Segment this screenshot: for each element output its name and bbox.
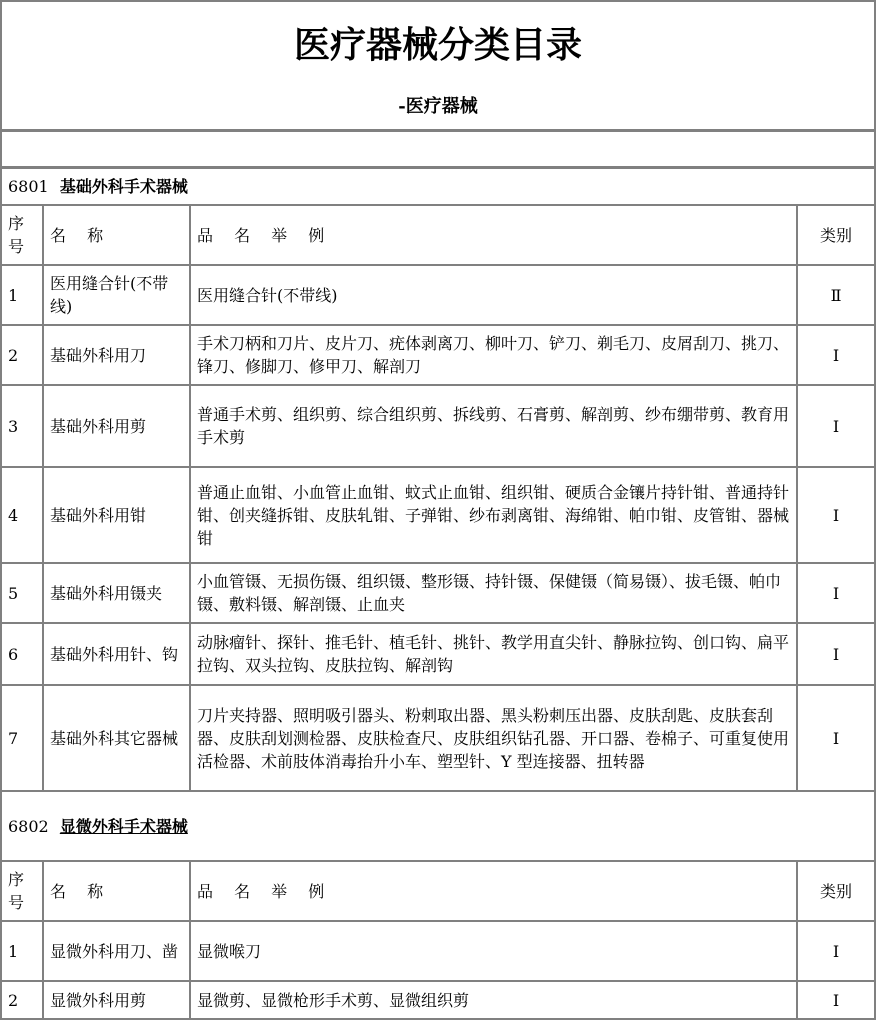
row-name: 基础外科用镊夹 xyxy=(43,563,190,623)
col-name-header: 名 称 xyxy=(43,205,190,265)
row-examples: 普通止血钳、小血管止血钳、蚊式止血钳、组织钳、硬质合金镶片持针钳、普通持针钳、创夹缝拆钳、皮肤轧钳、子弹钳、纱布剥离钳、海绵钳、帕巾钳、皮管钳、器械钳 xyxy=(190,467,797,563)
section-name: 显微外科手术器械 xyxy=(59,816,188,836)
row-name: 基础外科用剪 xyxy=(43,385,190,467)
table-row xyxy=(1,981,875,1019)
blank-row xyxy=(1,131,875,167)
col-class-header: 类别 xyxy=(797,205,875,265)
col-examples-header: 品 名 举 例 xyxy=(190,205,797,265)
col-examples-header: 品 名 举 例 xyxy=(190,861,797,921)
row-name: 基础外科用针、钩 xyxy=(43,623,190,685)
row-name: 基础外科用钳 xyxy=(43,467,190,563)
row-examples: 显微剪、显微枪形手术剪、显微组织剪 xyxy=(190,981,797,1019)
row-examples: 手术刀柄和刀片、皮片刀、疣体剥离刀、柳叶刀、铲刀、剃毛刀、皮屑刮刀、挑刀、锋刀、修脚刀、修甲刀、解剖刀 xyxy=(190,325,797,385)
row-class: Ⅰ xyxy=(797,467,875,563)
row-class: Ⅰ xyxy=(797,325,875,385)
table-row xyxy=(1,623,875,685)
table-row xyxy=(1,921,875,981)
section-code: 6802 xyxy=(8,816,49,836)
row-class: Ⅰ xyxy=(797,623,875,685)
row-class: Ⅱ xyxy=(797,265,875,325)
row-examples: 显微喉刀 xyxy=(190,921,797,981)
table-row xyxy=(1,685,875,791)
row-class: Ⅰ xyxy=(797,921,875,981)
section-header-6801 xyxy=(1,167,875,205)
row-examples: 动脉瘤针、探针、推毛针、植毛针、挑针、教学用直尖针、静脉拉钩、创口钩、扁平拉钩、双头拉钩、皮肤拉钩、解剖钩 xyxy=(190,623,797,685)
row-no: 5 xyxy=(1,563,43,623)
row-name: 医用缝合针(不带线) xyxy=(43,265,190,325)
section-code: 6801 xyxy=(8,177,49,196)
row-class: Ⅰ xyxy=(797,385,875,467)
section-name: 基础外科手术器械 xyxy=(59,177,188,196)
section-header-6802 xyxy=(1,791,875,861)
row-name: 基础外科用刀 xyxy=(43,325,190,385)
table-row xyxy=(1,385,875,467)
row-no: 6 xyxy=(1,623,43,685)
row-no: 1 xyxy=(1,265,43,325)
table-row xyxy=(1,563,875,623)
col-no-header: 序号 xyxy=(1,861,43,921)
row-no: 1 xyxy=(1,921,43,981)
table-row xyxy=(1,467,875,563)
row-examples: 医用缝合针(不带线) xyxy=(190,265,797,325)
col-class-header: 类别 xyxy=(797,861,875,921)
col-name-header: 名 称 xyxy=(43,861,190,921)
row-name: 基础外科其它器械 xyxy=(43,685,190,791)
doc-title: 医疗器械分类目录 xyxy=(294,24,583,66)
row-name: 显微外科用剪 xyxy=(43,981,190,1019)
row-name: 显微外科用刀、凿 xyxy=(43,921,190,981)
row-class: Ⅰ xyxy=(797,981,875,1019)
column-header-row xyxy=(1,205,875,265)
row-examples: 小血管镊、无损伤镊、组织镊、整形镊、持针镊、保健镊（简易镊）、拔毛镊、帕巾镊、敷料镊、解剖镊、止血夹 xyxy=(190,563,797,623)
table-row xyxy=(1,325,875,385)
row-no: 4 xyxy=(1,467,43,563)
column-header-row xyxy=(1,861,875,921)
row-class: Ⅰ xyxy=(797,685,875,791)
row-no: 2 xyxy=(1,981,43,1019)
row-no: 2 xyxy=(1,325,43,385)
doc-subtitle: -医疗器械 xyxy=(398,96,478,117)
row-no: 3 xyxy=(1,385,43,467)
title-cell xyxy=(1,1,875,131)
col-no-header: 序号 xyxy=(1,205,43,265)
row-class: Ⅰ xyxy=(797,563,875,623)
table-row xyxy=(1,265,875,325)
row-examples: 刀片夹持器、照明吸引器头、粉刺取出器、黑头粉刺压出器、皮肤刮匙、皮肤套刮器、皮肤刮划测检器、皮肤检查尺、皮肤组织钻孔器、开口器、卷棉子、可重复使用活检器、术前肢体消毒抬升小车、塑型针、Y 型连接器、扭转器 xyxy=(190,685,797,791)
row-examples: 普通手术剪、组织剪、综合组织剪、拆线剪、石膏剪、解剖剪、纱布绷带剪、教育用手术剪 xyxy=(190,385,797,467)
row-no: 7 xyxy=(1,685,43,791)
